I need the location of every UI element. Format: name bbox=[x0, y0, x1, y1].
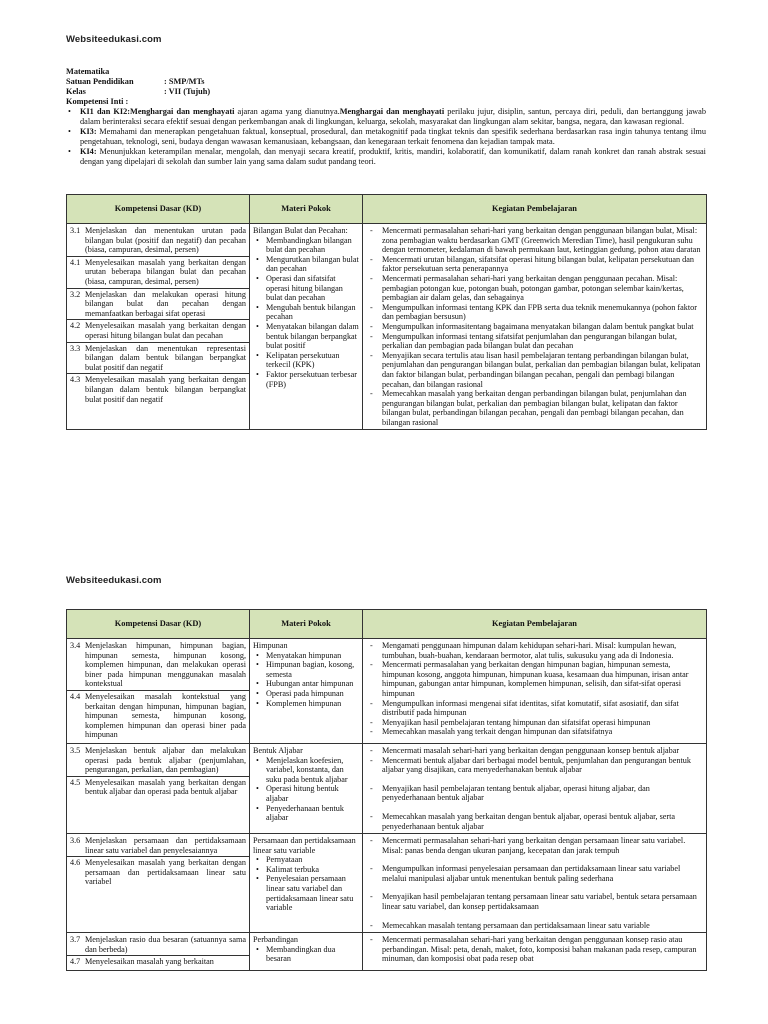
header-mp: Materi Pokok bbox=[250, 195, 363, 224]
kd-cell bbox=[67, 224, 250, 430]
kd-number: 3.5 bbox=[70, 745, 81, 755]
kd-text: Menjelaskan himpunan, himpunan bagian, himpunan semesta, himpunan kosong, komplemen himpunan, dan melakukan operasi biner pada himpunan menggunakan masalah kontekstual bbox=[85, 641, 246, 689]
kg-item: - Mencermati urutan bilangan, sifatsifat operasi hitung bilangan bulat, kelipatan persekutuan dan faktor persekutuan serta penerapannya bbox=[382, 255, 703, 274]
table-row bbox=[67, 834, 707, 933]
kd-text: Menjelaskan bentuk aljabar dan melakukan operasi pada bentuk aljabar (penjumlahan, pengurangan, perkalian, dan pembagian) bbox=[85, 745, 246, 775]
kg-item: - Memecahkan masalah tentang persamaan dan pertidaksamaan linear satu variable bbox=[382, 921, 703, 931]
mp-item: • Kalimat terbuka bbox=[266, 865, 359, 875]
header-kg: Kegiatan Pembelajaran bbox=[363, 195, 707, 224]
kg-item: - Mencermati permasalahan sehari-hari yang berkaitan dengan penggunaan pecahan. Misal: pembagian potongan kue, potongan buah, potongan gambar, potongan selembar kain/kertas, pembagian air dalam gelas, dan sebagainya bbox=[382, 274, 703, 303]
mp-item: • Operasi pada himpunan bbox=[266, 689, 359, 699]
kd-number: 3.4 bbox=[70, 641, 81, 650]
kd-item bbox=[67, 342, 249, 373]
ki4-item bbox=[68, 147, 706, 167]
mp-item: • Mengubah bentuk bilangan pecahan bbox=[266, 303, 359, 322]
kd-number: 4.5 bbox=[70, 777, 81, 787]
site-name: Websiteedukasi.com bbox=[66, 575, 162, 586]
kd-text: Menyelesaikan masalah yang berkaitan dengan bentuk aljabar dan operasi pada bentuk aljabar bbox=[85, 777, 246, 797]
satuan-label: Satuan Pendidikan bbox=[66, 77, 134, 86]
ki3-item bbox=[68, 127, 706, 147]
kd-text: Menjelaskan rasio dua besaran (satuannya sama dan berbeda) bbox=[85, 935, 246, 954]
ki4-text: Menunjukkan keterampilan menalar, mengolah, dan menyaji secara kreatif, produktif, kritis, mandiri, kolaboratif, dan komunikatif, dalam ranah konkret dan ranah abstrak sesuai dengan yang dipelajari di sekolah dan sumber lain yang sama dalam sudut pandang teori. bbox=[80, 147, 706, 166]
kg-item: - Menyajikan hasil pembelajaran tentang bentuk aljabar, operasi hitung aljabar, dan penyederhanaan bentuk aljabar bbox=[382, 784, 703, 803]
kg-item: - Mengumpulkan informasi tentang KPK dan FPB serta dua teknik menemukannya (pohon faktor dan pembagian bersusun) bbox=[382, 303, 703, 322]
kd-item bbox=[67, 776, 249, 797]
kg-list bbox=[366, 836, 703, 930]
kd-cell bbox=[67, 639, 250, 744]
kd-number: 4.3 bbox=[70, 375, 81, 385]
kd-item bbox=[67, 288, 249, 319]
kg-cell bbox=[363, 933, 707, 971]
header-kd: Kompetensi Dasar (KD) bbox=[67, 610, 250, 639]
site-name: Websiteedukasi.com bbox=[66, 34, 162, 45]
mp-item: • Membandingkan bilangan bulat dan pecahan bbox=[266, 236, 359, 255]
kd-number: 3.3 bbox=[70, 343, 81, 353]
mp-item: • Membandingkan dua besaran bbox=[266, 945, 359, 964]
table-row bbox=[67, 224, 707, 430]
kelas-row bbox=[66, 87, 706, 97]
kg-cell bbox=[363, 834, 707, 933]
kg-item: - Memecahkan masalah yang terkait dengan himpunan dan sifatsifatnya bbox=[382, 727, 703, 737]
mp-item: • Komplemen himpunan bbox=[266, 699, 359, 709]
mp-cell bbox=[250, 834, 363, 933]
kg-item: - Mencermati permasalahan sehari-hari yang berkaitan dengan persamaan linear satu variabel. Misal: panas benda dengan ukuran panjang, kecepatan dan jarak tempuh bbox=[382, 836, 703, 855]
mp-title: Bentuk Aljabar bbox=[253, 745, 303, 755]
kg-list bbox=[366, 226, 703, 427]
ki1-text-a: ajaran agama yang dianutnya. bbox=[234, 107, 340, 116]
mp-list bbox=[253, 855, 359, 913]
kd-item bbox=[70, 935, 246, 954]
ki3-bold: KI3: bbox=[80, 127, 97, 136]
kg-item: - Mencermati permasalahan sehari-hari yang berkaitan dengan penggunaan bilangan bulat, Misal: zona pembagian waktu berdasarkan GMT (Greenwich Meredian Time), hasil pengukuran suhu dengan termometer, kedalaman di bawah permukaan laut, ketinggian gedung, pohon atau daratan bbox=[382, 226, 703, 255]
table-1 bbox=[66, 194, 707, 430]
mp-item: • Menjelaskan koefesien, variabel, konstanta, dan suku pada bentuk aljabar bbox=[266, 756, 359, 785]
subject-row bbox=[66, 67, 706, 77]
kg-item: - Memecahkan masalah yang berkaitan dengan perbandingan bilangan bulat, penjumlahan dan pengurangan bilangan bulat, perkalian dan pembagian bilangan bulat, kelipatan dan faktor bilangan bulat, perbandingan bilangan pecahan, pengali dan pembagi bilangan pecahan, dan bilangan rasional bbox=[382, 389, 703, 427]
ki-title: Kompetensi Inti : bbox=[66, 97, 129, 106]
kg-cell bbox=[363, 743, 707, 833]
mp-list bbox=[253, 756, 359, 823]
kg-cell bbox=[363, 639, 707, 744]
kd-text: Menyelesaikan masalah kontekstual yang berkaitan dengan himpunan, himpunan bagian, himpunan semesta, himpunan kosong, komplemen himpunan dan operasi biner pada himpunan bbox=[85, 691, 246, 740]
mp-title: Perbandingan bbox=[253, 935, 299, 945]
mp-item: • Mengurutkan bilangan bulat dan pecahan bbox=[266, 255, 359, 274]
kd-item bbox=[70, 641, 246, 689]
kd-item bbox=[70, 746, 246, 775]
mp-title: Bilangan Bulat dan Pecahan: bbox=[253, 226, 348, 235]
kd-number: 4.7 bbox=[70, 957, 81, 967]
kg-item: - Mencermati permasalahan yang berkaitan dengan himpunan bagian, himpunan semesta, himpunan kosong, anggota himpunan, himpunan kuasa, kesamaan dua himpunan, irisan antar himpunan, gabungan antar himpunan, komplemen himpunan, selisih, dan sifat-sifat operasi himpunan bbox=[382, 660, 703, 698]
table-row bbox=[67, 639, 707, 744]
mp-item: • Menyatakan bilangan dalam bentuk bilangan berpangkat bulat positif bbox=[266, 322, 359, 351]
kd-text: Menyelesaikan masalah yang berkaitan dengan persamaan dan pertidaksamaan linear satu variabel bbox=[85, 858, 246, 887]
kd-item bbox=[67, 955, 249, 967]
ki4-bold: KI4: bbox=[80, 147, 97, 156]
kelas-label: Kelas bbox=[66, 87, 86, 96]
mp-cell bbox=[250, 224, 363, 430]
satuan-row bbox=[66, 77, 706, 87]
kd-text: Menjelaskan dan melakukan operasi hitung bilangan bulat dan pecahan dengan memanfaatkan berbagai sifat operasi bbox=[85, 289, 246, 318]
kd-item bbox=[67, 690, 249, 740]
kg-item: - Mencermati permasalahan sehari-hari yang berkaitan dengan penggunaan konsep rasio atau perbandingan. Misal: peta, denah, maket, foto, komposisi bahan makanan pada resep, campuran minuman, dan komposisi obat pada resep obat bbox=[382, 935, 703, 964]
kg-item: - Mengamati penggunaan himpunan dalam kehidupan sehari-hari. Misal: kumpulan hewan, tumbuhan, buah-buahan, kendaraan bermotor, alat tulis, sukusuku yang ada di Indonesia. bbox=[382, 641, 703, 660]
mp-item: • Kelipatan persekutuan terkecil (KPK) bbox=[266, 351, 359, 370]
mp-item: • Operasi dan sifatsifat operasi hitung bilangan bulat dan pecahan bbox=[266, 274, 359, 303]
satuan-value: : SMP/MTs bbox=[164, 77, 205, 86]
mp-title: Himpunan bbox=[253, 641, 288, 650]
kg-item: - Mengumpulkan informasi tentang sifatsifat penjumlahan dan pengurangan bilangan bulat, perkalian dan pembagian pada bilangan bulat dan pecahan bbox=[382, 332, 703, 351]
mp-item: • Pernyataan bbox=[266, 855, 359, 865]
kd-text: Menyelesaikan masalah yang berkaitan bbox=[85, 957, 214, 967]
kg-item: - Mengumpulkan informasi penyelesaian persamaan dan pertidaksamaan linear satu variabel melalui manipulasi aljabar untuk menentukan bentuk paling sederhana bbox=[382, 864, 703, 883]
kg-item: - Menyajikan secara tertulis atau lisan hasil pembelajaran tentang perbandingan bilangan bulat, penjumlahan dan pengurangan bilangan bulat, perkalian dan pembagian bilangan bulat, kelipatan dan faktor bilangan bulat, perbandingan bilangan pecahan, pengali dan pembagi bilangan pecahan, dan bilangan rasional bbox=[382, 351, 703, 389]
kg-item: - Mencermati bentuk aljabar dari berbagai model bentuk, penjumlahan dan pengurangan bentuk aljabar yang disajikan, cara menyederhanakan bentuk aljabar bbox=[382, 756, 703, 775]
mp-cell bbox=[250, 639, 363, 744]
mp-list bbox=[253, 236, 359, 390]
kd-item bbox=[67, 319, 249, 340]
kd-item bbox=[67, 256, 249, 287]
ki1-bold: KI1 dan KI2:Menghargai dan menghayati bbox=[80, 107, 235, 116]
kd-cell bbox=[67, 743, 250, 833]
kd-number: 3.7 bbox=[70, 935, 81, 945]
mp-cell bbox=[250, 743, 363, 833]
mp-cell bbox=[250, 933, 363, 971]
kd-number: 4.1 bbox=[70, 257, 81, 267]
ki1-bold2: Menghargai dan menghayati bbox=[339, 107, 445, 116]
bullet-icon: • bbox=[68, 107, 71, 116]
kd-item bbox=[70, 836, 246, 855]
kg-item: - Menyajikan hasil pembelajaran tentang persamaan linear satu variabel, bentuk setara persamaan linear satu variabel, dan konsep pertidaksamaan bbox=[382, 892, 703, 911]
kg-item: - Memecahkan masalah yang berkaitan dengan bentuk aljabar, operasi bentuk aljabar, serta penyederhanaan bentuk aljabar bbox=[382, 812, 703, 831]
mp-list bbox=[253, 651, 359, 709]
mp-item: • Penyederhanaan bentuk aljabar bbox=[266, 804, 359, 823]
kd-number: 4.2 bbox=[70, 321, 81, 331]
kg-item: - Menyajikan hasil pembelajaran tentang himpunan dan sifatsifat operasi himpunan bbox=[382, 718, 703, 728]
bullet-icon: • bbox=[68, 147, 71, 156]
kd-text: Menyelesaikan masalah yang berkaitan dengan urutan beberapa bilangan bulat dan pecahan (biasa, campuran, desimal, persen) bbox=[85, 257, 246, 286]
table-2-body bbox=[67, 639, 707, 971]
ki1-text-b: perilaku jujur, disiplin, santun, percaya diri, peduli, dan bertanggung jawab dalam berinteraksi secara efektif sesuai dengan perkembangan anak di lingkungan, keluarga, sekolah, masyarakat dan lingkungan alam sekitar, bangsa, negara, dan kawasan regional. bbox=[80, 107, 706, 126]
kd-text: Menyelesaikan masalah yang berkaitan dengan operasi hitung bilangan bulat dan pecahan bbox=[85, 321, 246, 340]
table-2 bbox=[66, 609, 707, 971]
kd-number: 4.4 bbox=[70, 691, 81, 701]
header-kd: Kompetensi Dasar (KD) bbox=[67, 195, 250, 224]
kd-cell bbox=[67, 933, 250, 971]
kg-item: - Mencermati masalah sehari-hari yang berkaitan dengan penggunaan konsep bentuk aljabar bbox=[382, 746, 703, 756]
kd-text: Menyelesaikan masalah yang berkaitan dengan bilangan dalam bentuk bilangan berpangkat bulat positif dan negatif bbox=[85, 375, 246, 404]
kg-list bbox=[366, 641, 703, 737]
kd-number: 3.6 bbox=[70, 836, 81, 846]
kd-item bbox=[67, 856, 249, 887]
bullet-icon: • bbox=[68, 127, 71, 136]
kd-number: 3.2 bbox=[70, 289, 81, 299]
table-row bbox=[67, 743, 707, 833]
kd-item bbox=[70, 226, 246, 255]
mp-item: • Himpunan bagian, kosong, semesta bbox=[266, 660, 359, 679]
mp-item: • Menyatakan himpunan bbox=[266, 651, 359, 661]
kd-number: 4.6 bbox=[70, 858, 81, 868]
mp-item: • Operasi hitung bentuk aljabar bbox=[266, 784, 359, 803]
kd-item bbox=[67, 373, 249, 404]
kg-list bbox=[366, 746, 703, 831]
kg-list bbox=[366, 935, 703, 964]
kd-cell bbox=[67, 834, 250, 933]
kg-item: - Mengumpulkan informasi mengenai sifat identitas, sifat komutatif, sifat asosiatif, dan sifat distributif pada himpunan bbox=[382, 699, 703, 718]
header-kg: Kegiatan Pembelajaran bbox=[363, 610, 707, 639]
document-header bbox=[66, 67, 706, 167]
mp-item: • Penyelesaian persamaan linear satu variabel dan pertidaksamaan linear satu variable bbox=[266, 874, 359, 912]
ki-list bbox=[66, 107, 706, 167]
header-mp: Materi Pokok bbox=[250, 610, 363, 639]
kd-text: Menjelaskan dan menentukan representasi bilangan dalam bentuk bilangan berpangkat bulat positif dan negatif bbox=[85, 343, 246, 372]
ki1-item bbox=[68, 107, 706, 127]
mp-item: • Faktor persekutuan terbesar (FPB) bbox=[266, 370, 359, 389]
table-row bbox=[67, 933, 707, 971]
kg-cell bbox=[363, 224, 707, 430]
kd-number: 3.1 bbox=[70, 226, 81, 235]
kelas-value: : VII (Tujuh) bbox=[164, 87, 211, 96]
mp-list bbox=[253, 945, 359, 964]
ki3-text: Memahami dan menerapkan pengetahuan faktual, konseptual, prosedural, dan metakognitif pada tingkat teknis dan spesifik sederhana berdasarkan rasa ingin tahunya tentang ilmu pengetahuan, teknologi, seni, budaya dengan wawasan kemanusiaan, kebangsaan, dan kenegaraan terkait fenomena dan kejadian tampak mata. bbox=[80, 127, 706, 146]
mp-title: Persamaan dan pertidaksamaan linear satu variable bbox=[253, 836, 356, 855]
kd-text: Menjelaskan persamaan dan pertidaksamaan linear satu variabel dan penyelesaiannya bbox=[85, 836, 246, 855]
mp-item: • Hubungan antar himpunan bbox=[266, 679, 359, 689]
kd-text: Menjelaskan dan menentukan urutan pada bilangan bulat (positif dan negatif) dan pecahan (biasa, campuran, desimal, persen) bbox=[85, 226, 246, 255]
kg-item: - Mengumpulkan informasitentang bagaimana menyatakan bilangan dalam bentuk pangkat bulat bbox=[382, 322, 703, 332]
subject: Matematika bbox=[66, 67, 110, 76]
